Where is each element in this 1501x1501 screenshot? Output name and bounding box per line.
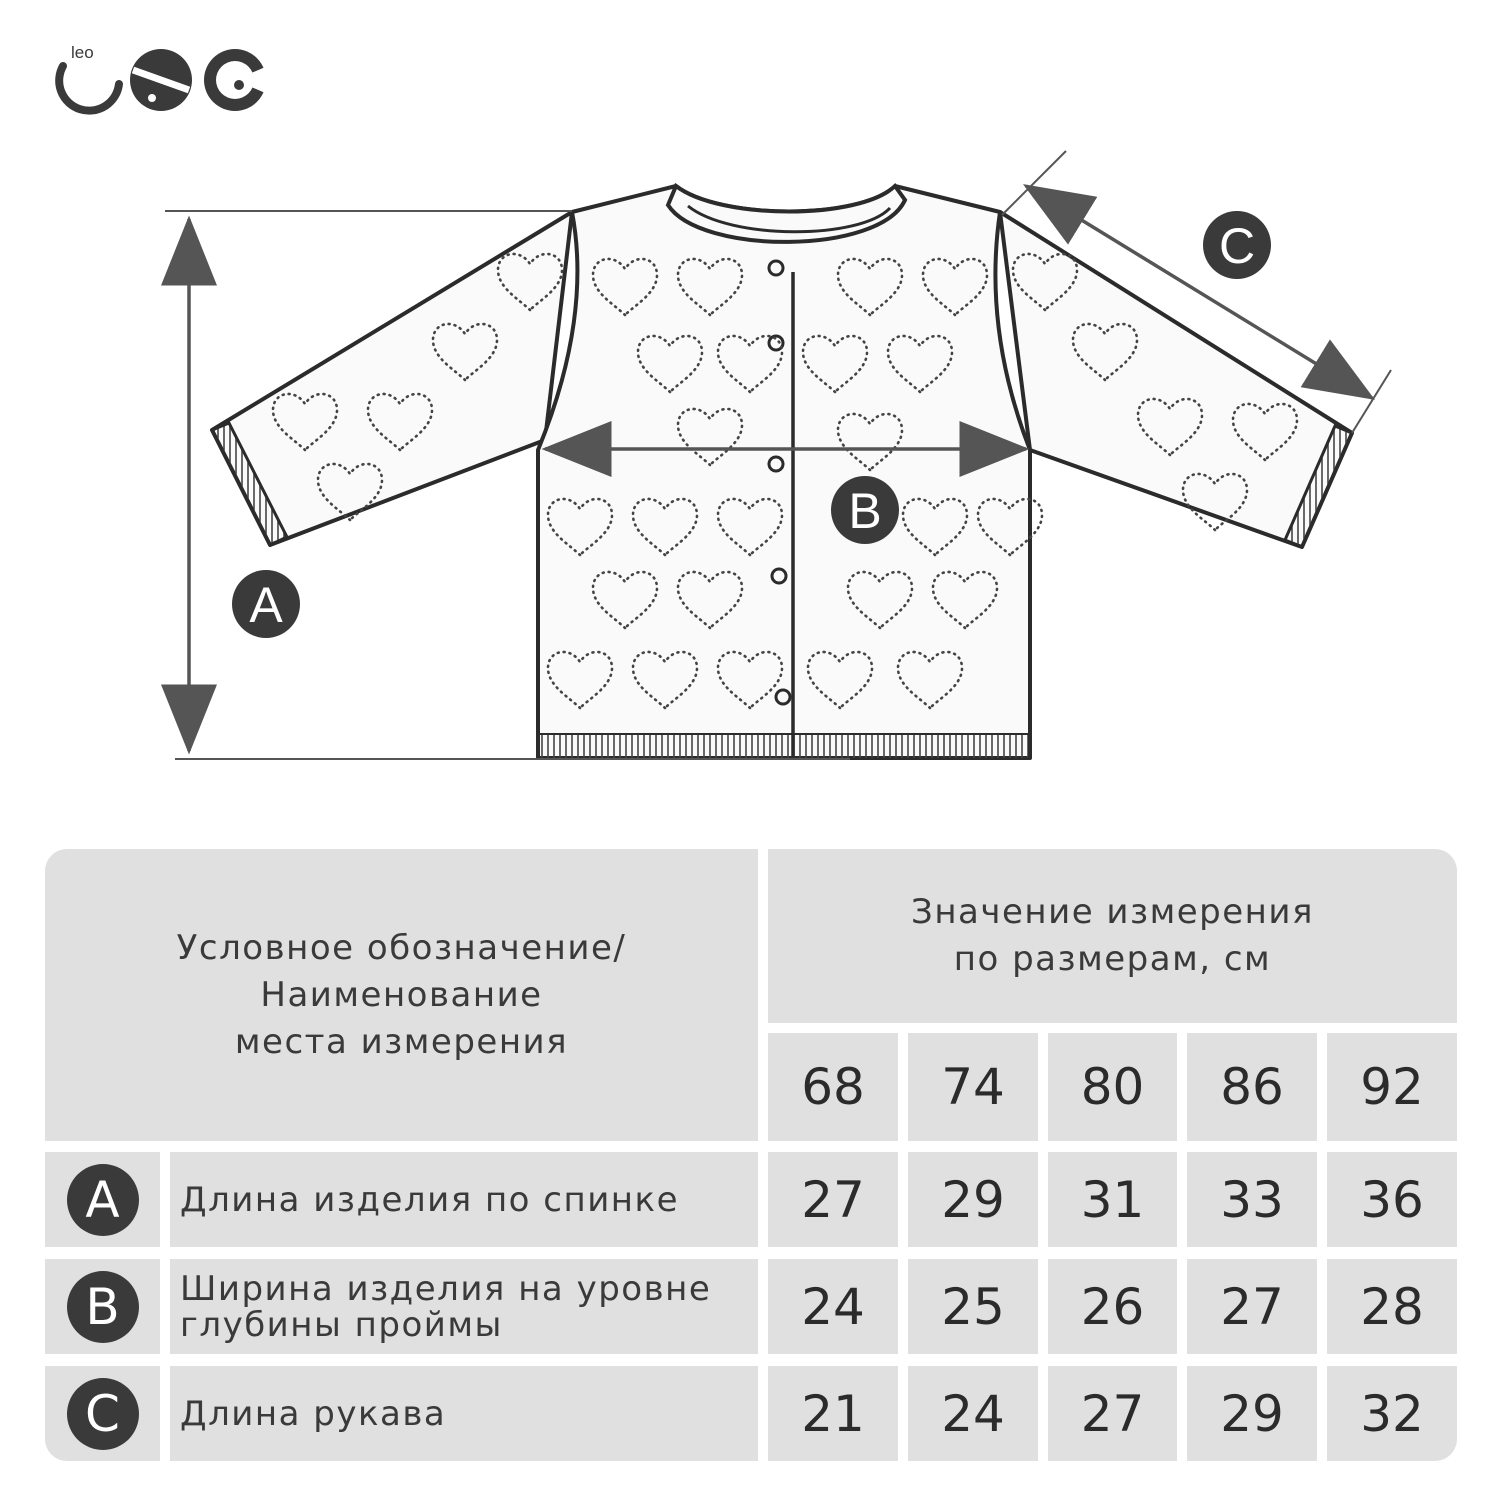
row-letter <box>45 1152 160 1247</box>
table-cell: 33 <box>1187 1152 1317 1247</box>
table-cell: 36 <box>1327 1152 1457 1247</box>
row-letter <box>45 1259 160 1354</box>
table-cell: 24 <box>768 1259 898 1354</box>
size-header: 92 <box>1327 1033 1457 1141</box>
table-cell: 27 <box>1048 1366 1177 1461</box>
table-cell: 31 <box>1048 1152 1177 1247</box>
header-label: Условное обозначение/ Наименование места измерения <box>45 849 758 1141</box>
logo-superscript: leo <box>71 43 94 62</box>
table-cell: 28 <box>1327 1259 1457 1354</box>
table-cell: 29 <box>908 1152 1038 1247</box>
row-letter <box>45 1366 160 1461</box>
table-cell: 27 <box>1187 1259 1317 1354</box>
row-name: Длина изделия по спинке <box>170 1152 758 1247</box>
garment-body <box>538 186 1030 758</box>
size-header: 74 <box>908 1033 1038 1141</box>
row-name: Ширина изделия на уровне глубины проймы <box>170 1259 758 1354</box>
size-header: 68 <box>768 1033 898 1141</box>
brand-logo <box>55 40 275 120</box>
size-header: 86 <box>1187 1033 1317 1141</box>
label-b: B <box>848 483 882 539</box>
label-c: C <box>1218 218 1256 274</box>
header-values: Значение измерения по размерам, см <box>768 849 1457 1023</box>
table-cell: 29 <box>1187 1366 1317 1461</box>
garment-diagram <box>0 140 1501 780</box>
letter-badge: C <box>67 1378 139 1450</box>
table-cell: 25 <box>908 1259 1038 1354</box>
size-header: 80 <box>1048 1033 1177 1141</box>
label-a: A <box>249 577 283 633</box>
table-cell: 32 <box>1327 1366 1457 1461</box>
table-cell: 27 <box>768 1152 898 1247</box>
letter-badge: B <box>67 1271 139 1343</box>
letter-badge: A <box>67 1164 139 1236</box>
table-cell: 21 <box>768 1366 898 1461</box>
row-name: Длина рукава <box>170 1366 758 1461</box>
table-cell: 24 <box>908 1366 1038 1461</box>
right-sleeve <box>1000 212 1352 547</box>
table-cell: 26 <box>1048 1259 1177 1354</box>
